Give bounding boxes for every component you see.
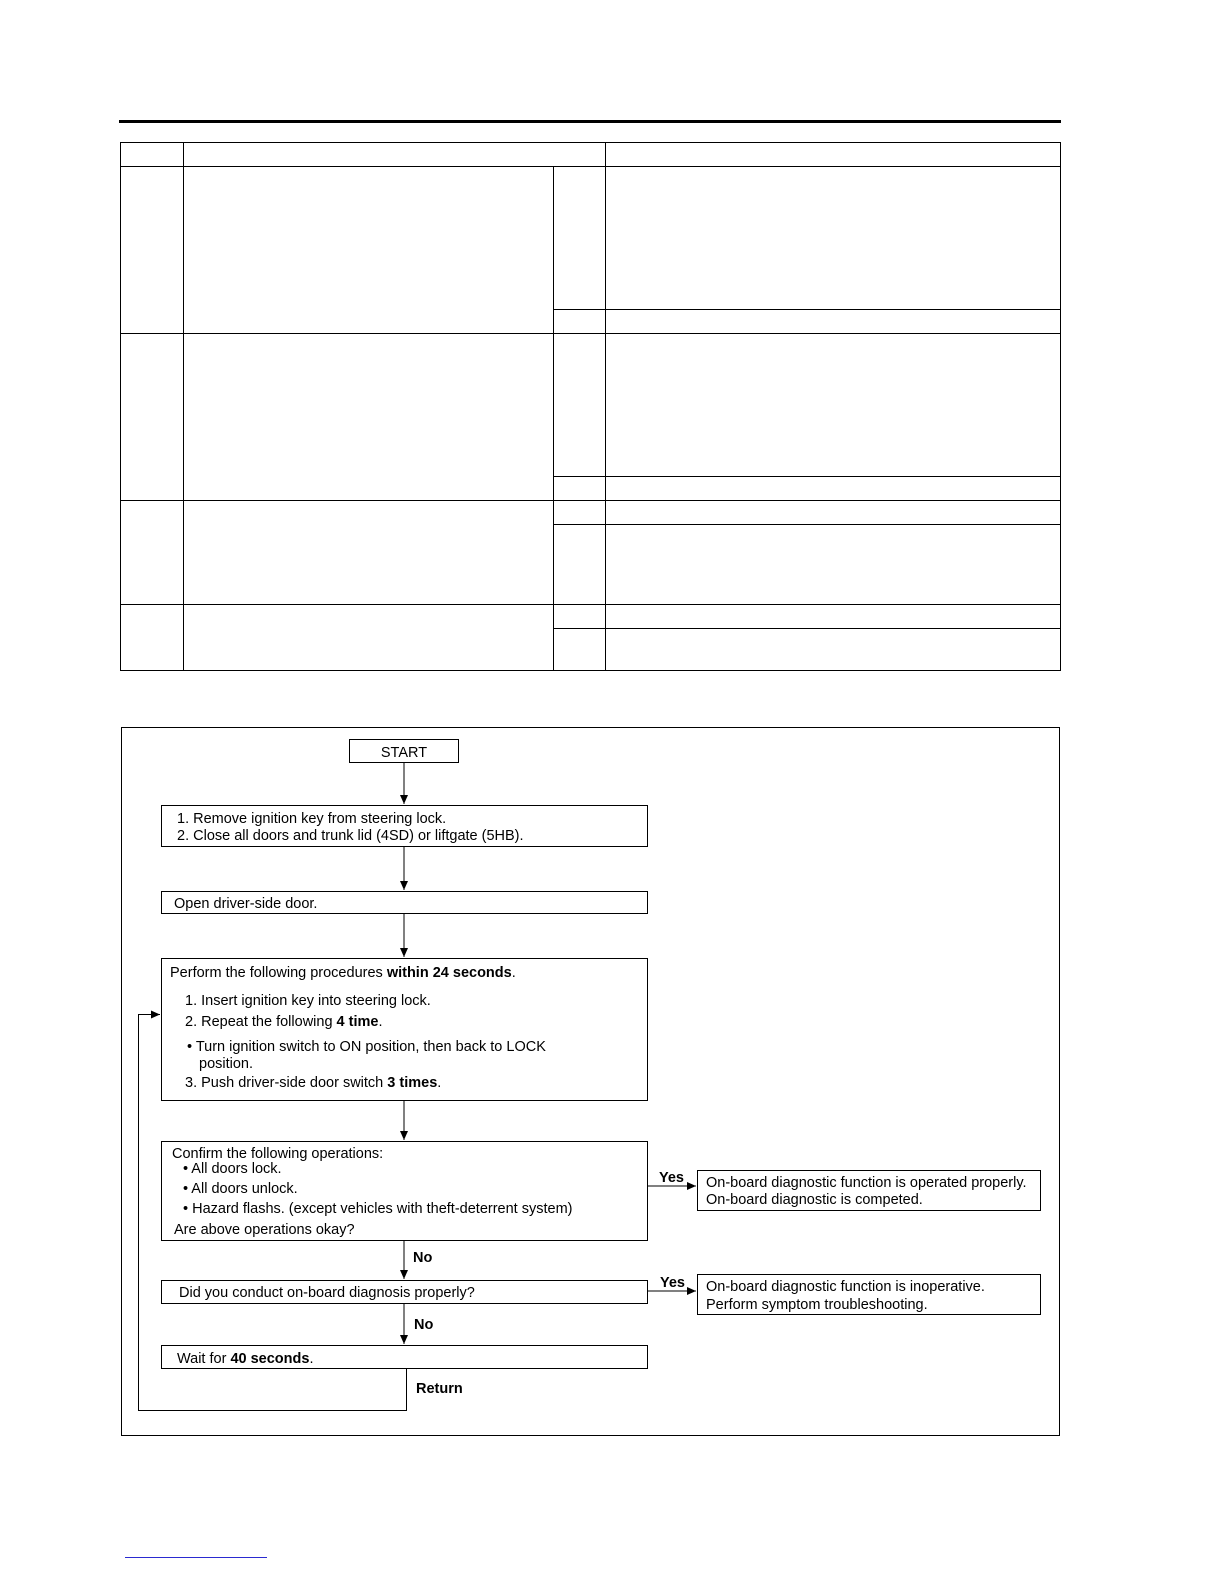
step-confirm-bullet3: • Hazard flashs. (except vehicles with theft-deterrent system) — [183, 1201, 573, 1217]
step-procedures-intro: Perform the following procedures within 24 seconds. — [170, 965, 516, 981]
procedure-table — [120, 142, 1061, 671]
step-confirm-line1: Confirm the following operations: — [172, 1146, 384, 1162]
result-inoperative-line1: On-board diagnostic function is inoperative. — [706, 1279, 985, 1295]
return-label: Return — [416, 1381, 463, 1397]
step-open-door-text: Open driver-side door. — [174, 896, 318, 912]
result-ok-line1: On-board diagnostic function is operated properly. — [706, 1175, 1027, 1191]
result-ok-line2: On-board diagnostic is competed. — [706, 1192, 923, 1208]
step-remove-key-line1: 1. Remove ignition key from steering lock. — [177, 811, 447, 827]
step-wait-text: Wait for 40 seconds. — [177, 1351, 314, 1367]
step-procedures-item2: 2. Repeat the following 4 time. — [185, 1014, 383, 1030]
table-outline — [121, 143, 1061, 671]
yes2-label: Yes — [660, 1275, 685, 1291]
result-inoperative-line2: Perform symptom troubleshooting. — [706, 1297, 928, 1313]
step-procedures-item1: 1. Insert ignition key into steering lock. — [185, 993, 431, 1009]
yes1-label: Yes — [659, 1170, 684, 1186]
step-diagnosis-check-text: Did you conduct on-board diagnosis properly? — [179, 1285, 475, 1301]
step-procedures-item3: 3. Push driver-side door switch 3 times. — [185, 1075, 442, 1091]
step-procedures-bullet-line2: position. — [199, 1056, 254, 1072]
start-label: START — [380, 745, 428, 761]
step-confirm-question: Are above operations okay? — [174, 1222, 355, 1238]
step-confirm-bullet1: • All doors lock. — [183, 1161, 282, 1177]
step-confirm-bullet2: • All doors unlock. — [183, 1181, 298, 1197]
step-procedures-bullet-line1: • Turn ignition switch to ON position, then back to LOCK — [187, 1039, 546, 1055]
no1-label: No — [413, 1250, 433, 1266]
step-remove-key-line2: 2. Close all doors and trunk lid (4SD) or liftgate (5HB). — [177, 828, 524, 844]
no2-label: No — [414, 1317, 434, 1333]
